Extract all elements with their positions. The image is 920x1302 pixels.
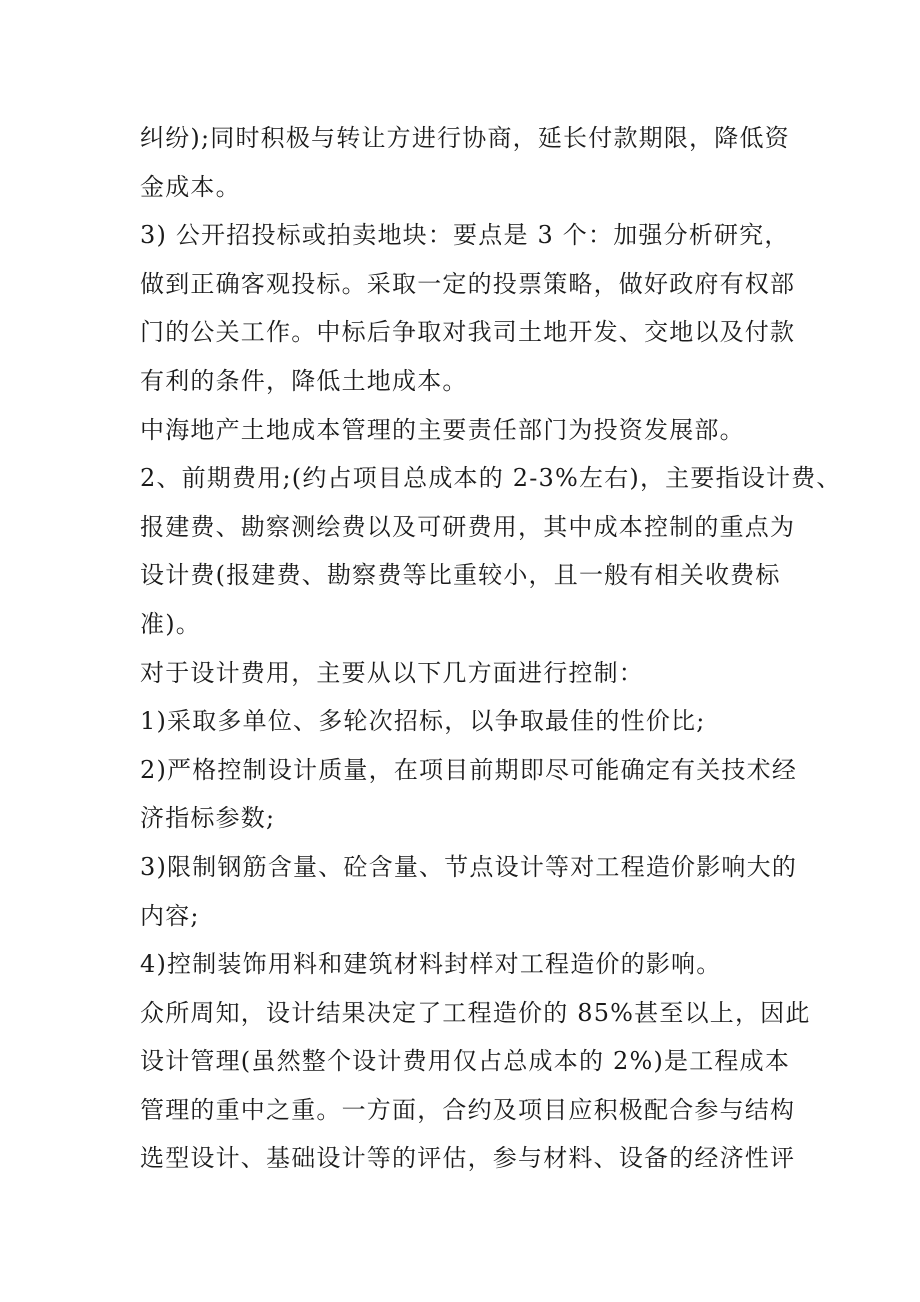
text-line: 金成本。 — [140, 172, 241, 201]
text-line: 1)采取多单位、多轮次招标，以争取最佳的性价比; — [140, 707, 706, 736]
text-line: 设计管理(虽然整个设计费用仅占总成本的 2%)是工程成本 — [140, 1047, 791, 1076]
text-line: 中海地产土地成本管理的主要责任部门为投资发展部。 — [140, 415, 745, 444]
text-line: 济指标参数; — [140, 804, 276, 833]
text-line: 报建费、勘察测绘费以及可研费用，其中成本控制的重点为 — [140, 512, 796, 541]
text-line: 3)限制钢筋含量、砼含量、节点设计等对工程造价影响大的 — [140, 852, 798, 881]
text-line: 门的公关工作。中标后争取对我司土地开发、交地以及付款 — [140, 318, 796, 347]
text-line: 做到正确客观投标。采取一定的投票策略，做好政府有权部 — [140, 269, 796, 298]
text-line: 管理的重中之重。一方面，合约及项目应积极配合参与结构 — [140, 1095, 796, 1124]
text-line: 2)严格控制设计质量，在项目前期即尽可能确定有关技术经 — [140, 755, 798, 784]
text-line: 准)。 — [140, 609, 201, 638]
text-line: 3) 公开招投标或拍卖地块：要点是 3 个：加强分析研究， — [140, 221, 790, 250]
text-line: 纠纷);同时积极与转让方进行协商，延长付款期限，降低资 — [140, 124, 790, 152]
text-line: 2、前期费用;(约占项目总成本的 2-3%左右)，主要指设计费、 — [140, 464, 842, 493]
text-line: 众所周知，设计结果决定了工程造价的 85%甚至以上，因此 — [140, 998, 811, 1027]
document-body — [140, 114, 842, 1183]
text-line: 内容; — [140, 901, 200, 930]
text-line: 有利的条件，降低土地成本。 — [140, 366, 468, 395]
text-line: 选型设计、基础设计等的评估，参与材料、设备的经济性评 — [140, 1144, 796, 1173]
text-line: 设计费(报建费、勘察费等比重较小，且一般有相关收费标 — [140, 561, 781, 590]
text-line: 4)控制装饰用料和建筑材料封样对工程造价的影响。 — [140, 950, 722, 979]
text-line: 对于设计费用，主要从以下几方面进行控制： — [140, 658, 644, 687]
